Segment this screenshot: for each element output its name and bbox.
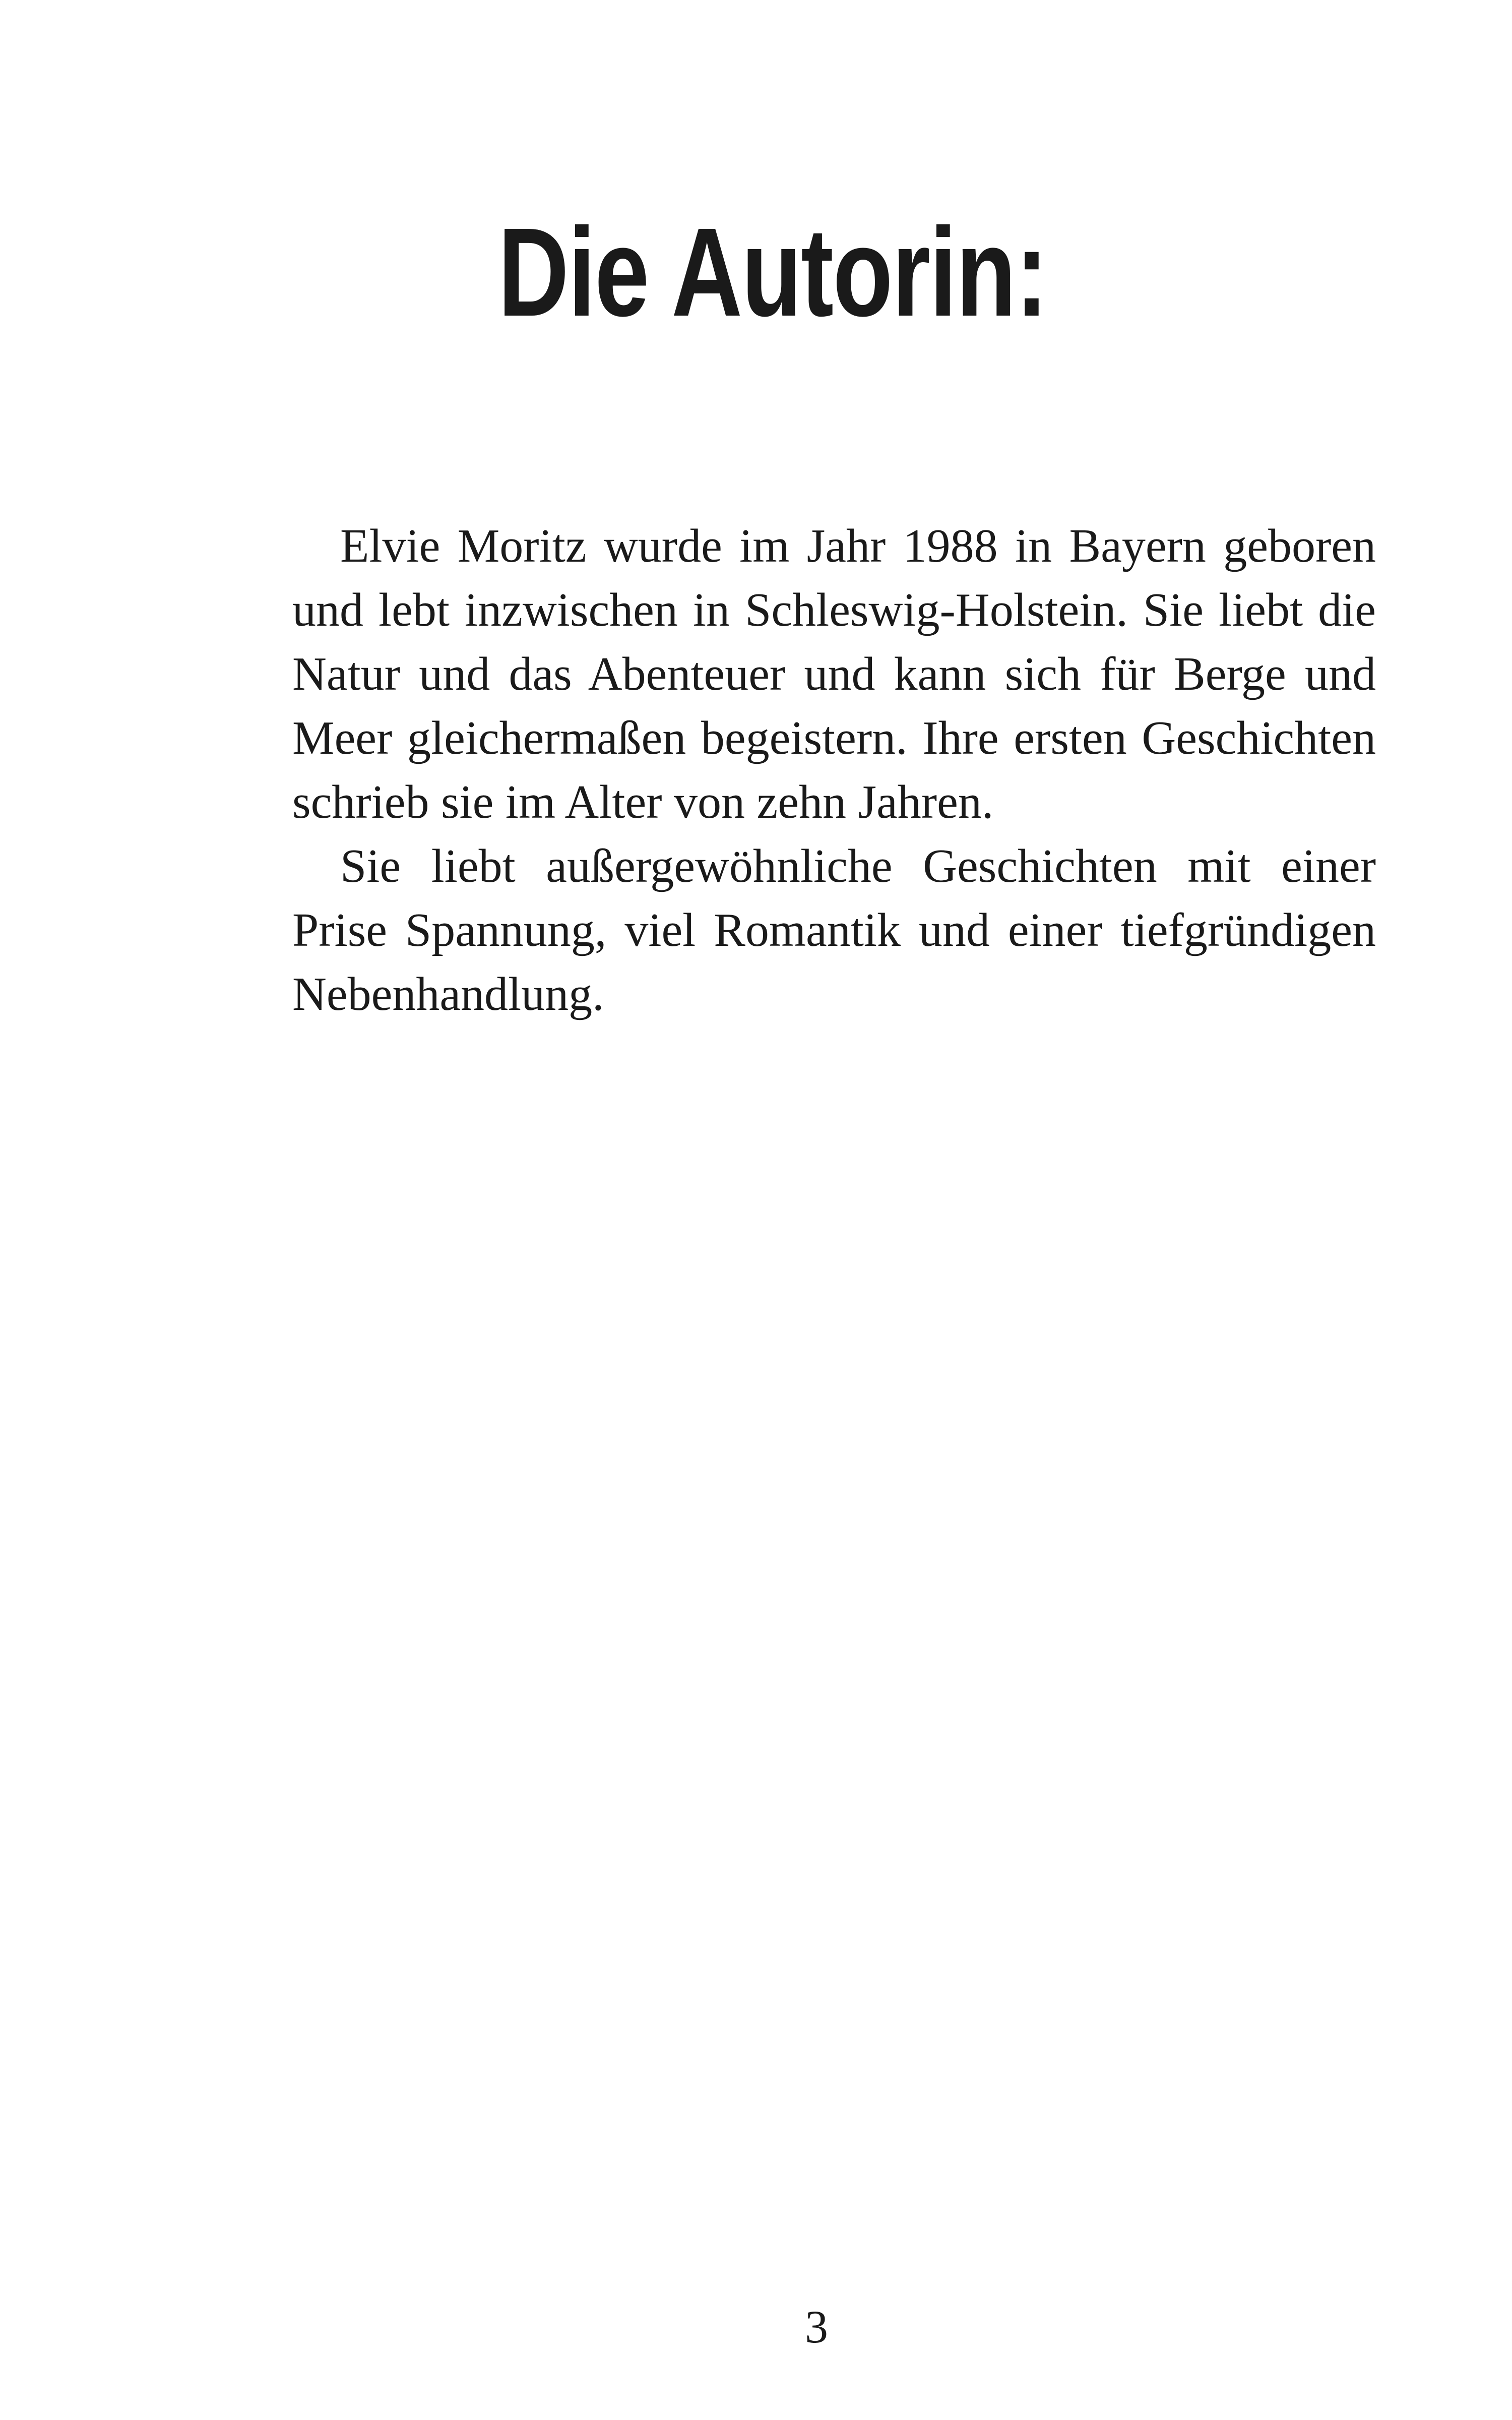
author-bio <box>292 514 1376 1026</box>
page-number: 3 <box>805 2301 828 2352</box>
bio-paragraph-2: Sie liebt außergewöhnliche Geschichten mit einer Prise Spannung, viel Romantik und einer tiefgründigen Nebenhandlung. <box>292 840 1376 1020</box>
page-heading: Die Autorin: <box>498 202 1047 342</box>
bio-paragraph-1: Elvie Moritz wurde im Jahr 1988 in Bayern geboren und lebt inzwischen in Schleswig-Holstein. Sie liebt die Natur und das Abenteuer und kann sich für Berge und Meer gleichermaßen begeistern. Ihre ersten Geschichten schrieb sie im Alter von zehn Jahren. <box>292 520 1376 828</box>
